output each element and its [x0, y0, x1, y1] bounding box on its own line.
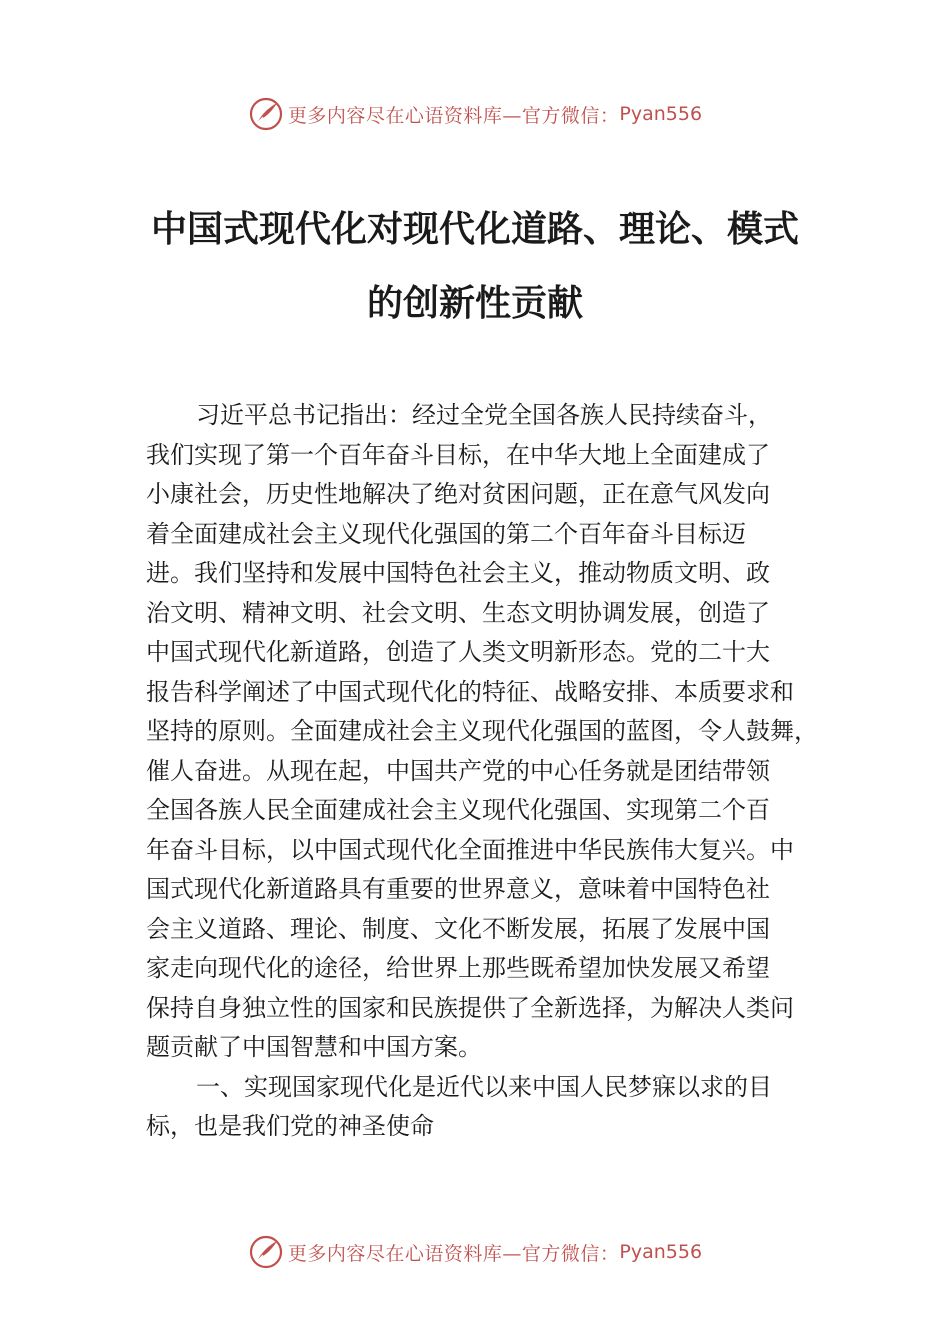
text-line: 着全面建成社会主义现代化强国的第二个百年奋斗目标迈 — [146, 519, 746, 548]
paragraph-1 — [146, 396, 836, 1068]
text-line: 标，也是我们党的神圣使命 — [146, 1112, 434, 1140]
text-line: 家走向现代化的途径，给世界上那些既希望加快发展又希望 — [146, 954, 770, 982]
quill-logo-icon — [248, 96, 284, 132]
text-line: 中国式现代化新道路，创造了人类文明新形态。党的二十大 — [146, 638, 770, 666]
header-banner — [0, 94, 950, 134]
text-line: 坚持的原则。全面建成社会主义现代化强国的蓝图，令人鼓舞， — [146, 717, 818, 745]
title-line: 中国式现代化对现代化道路、理论、模式 — [150, 208, 799, 250]
footer-banner — [0, 1232, 950, 1272]
text-line: 会主义道路、理论、制度、文化不断发展，拓展了发展中国 — [146, 914, 770, 943]
text-line: 进。我们坚持和发展中国特色社会主义，推动物质文明、政 — [146, 559, 770, 587]
text-line: 催人奋进。从现在起，中国共产党的中心任务就是团结带领 — [146, 756, 770, 785]
banner-text: 更多内容尽在心语资料库—官方微信： — [287, 104, 620, 127]
document-title — [0, 192, 950, 340]
text-line: 保持自身独立性的国家和民族提供了全新选择，为解决人类问 — [146, 993, 794, 1022]
banner-wechat-id: Pyan556 — [619, 103, 703, 125]
banner-text: 更多内容尽在心语资料库—官方微信： — [287, 1242, 620, 1265]
text-line: 题贡献了中国智慧和中国方案。 — [146, 1033, 482, 1061]
title-line: 的创新性贡献 — [366, 282, 583, 324]
text-line: 国式现代化新道路具有重要的世界意义，意味着中国特色社 — [146, 875, 770, 903]
quill-logo-icon — [248, 1234, 284, 1270]
text-line: 一、实现国家现代化是近代以来中国人民梦寐以求的目 — [196, 1072, 772, 1101]
banner-wechat-id: Pyan556 — [619, 1241, 703, 1263]
document-body — [146, 396, 836, 1147]
text-line: 治文明、精神文明、社会文明、生态文明协调发展，创造了 — [146, 598, 770, 627]
text-line: 全国各族人民全面建成社会主义现代化强国、实现第二个百 — [146, 796, 770, 824]
text-line: 小康社会，历史性地解决了绝对贫困问题，正在意气风发向 — [146, 480, 770, 508]
paragraph-2-heading — [146, 1068, 836, 1147]
text-line: 报告科学阐述了中国式现代化的特征、战略安排、本质要求和 — [146, 677, 794, 706]
text-line: 习近平总书记指出：经过全党全国各族人民持续奋斗， — [196, 401, 772, 429]
text-line: 年奋斗目标，以中国式现代化全面推进中华民族伟大复兴。中 — [146, 835, 794, 864]
text-line: 我们实现了第一个百年奋斗目标，在中华大地上全面建成了 — [146, 440, 770, 469]
